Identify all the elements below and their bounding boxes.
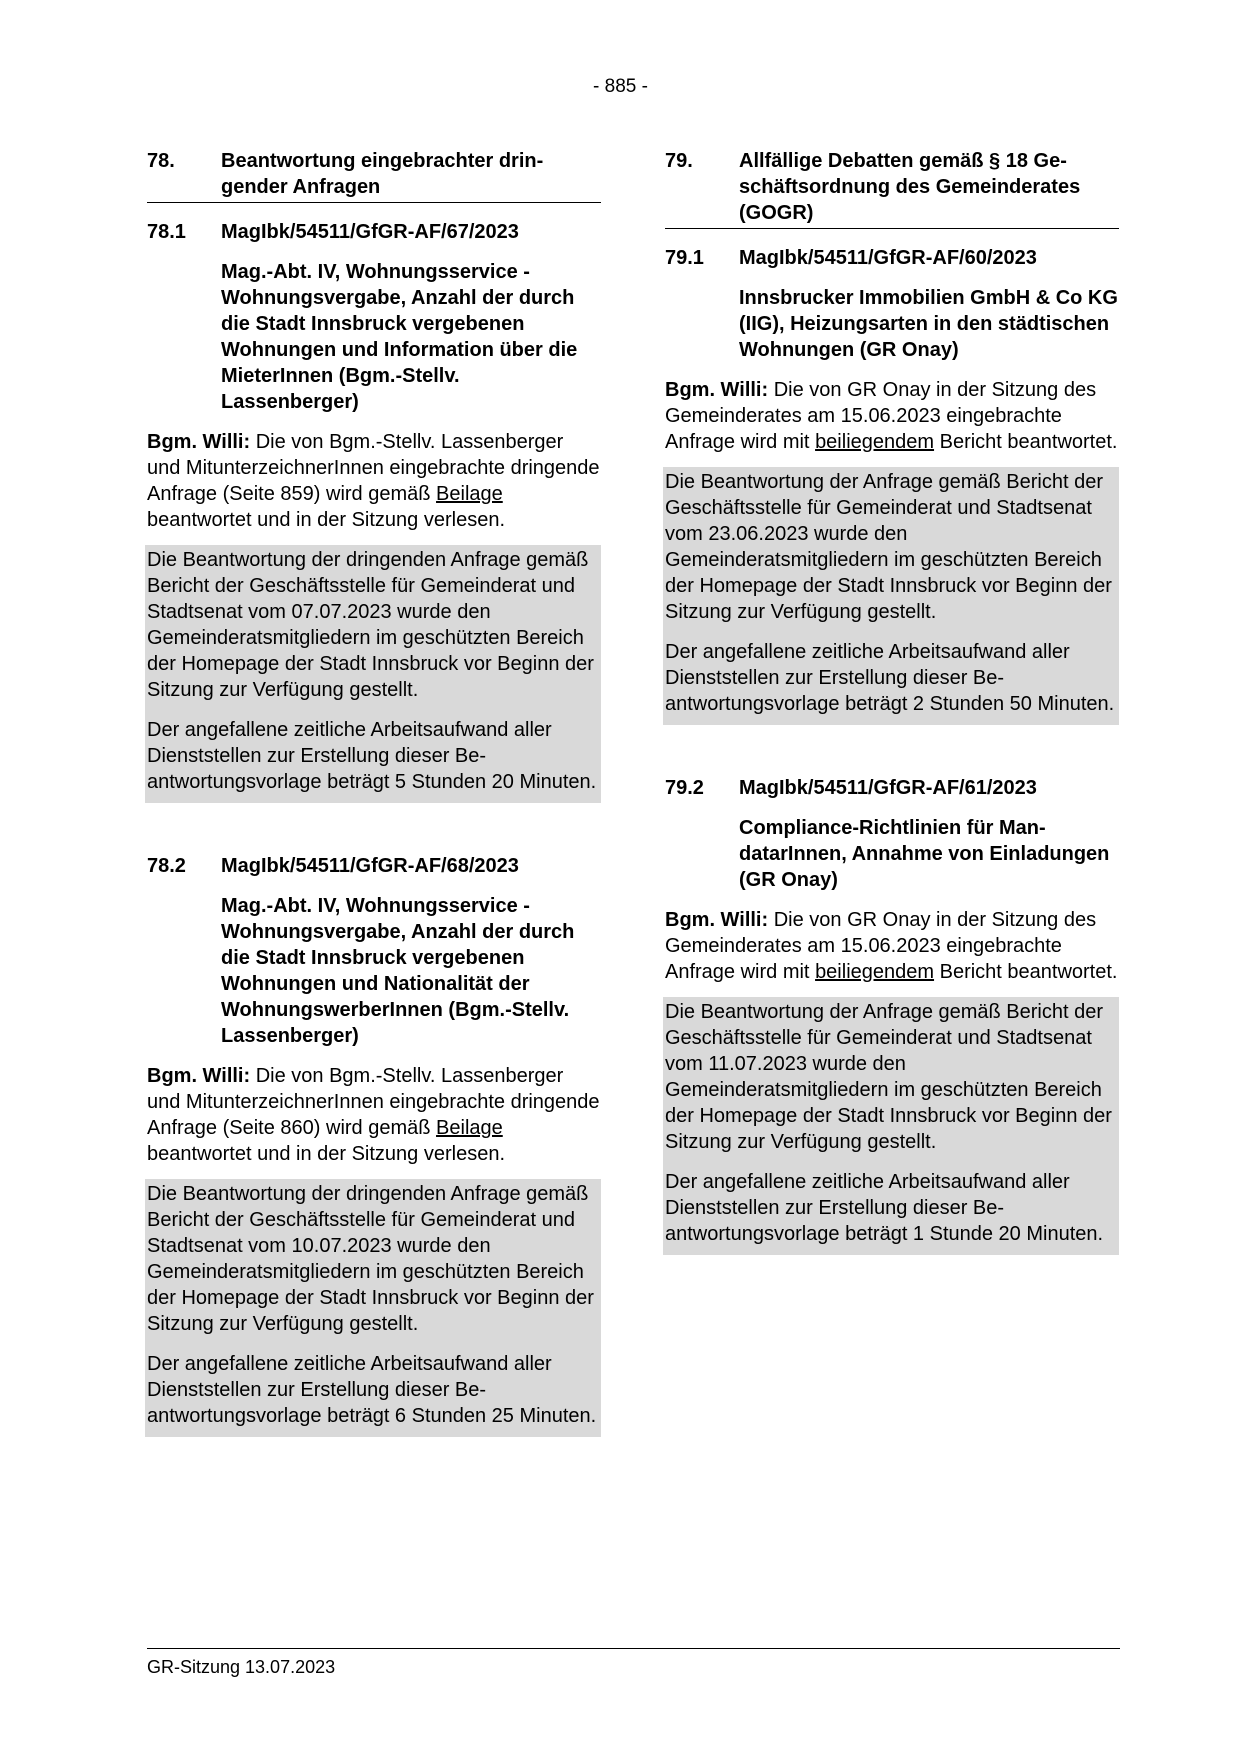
item-78-1 <box>147 219 601 803</box>
item-reference: MagIbk/54511/GfGR-AF/67/2023 <box>221 221 519 243</box>
item-title: Mag.-Abt. IV, Wohnungsservice - Wohnungsvergabe, Anzahl der durch die Stadt Innsbruck vergebenen Wohnungen und Information über die MieterInnen (Bgm.-Stellv. Lassenberger) <box>221 261 578 413</box>
item-ref-line <box>665 245 1119 271</box>
statement-text: Die von GR Onay in der Sitzung des Gemeinderates am 15.06.2023 eingebrachte Anfrage wird mit <box>665 379 1097 453</box>
beilage-link[interactable]: beiliegendem <box>815 961 935 983</box>
item-statement <box>147 1063 601 1167</box>
item-number: 79.2 <box>665 777 704 799</box>
beilage-link[interactable]: Beilage <box>436 483 503 505</box>
item-statement <box>665 377 1119 455</box>
section-number: 78. <box>147 150 175 172</box>
beilage-link[interactable]: Beilage <box>436 1117 503 1139</box>
item-ref-line <box>147 219 601 245</box>
item-statement <box>665 907 1119 985</box>
speaker: Bgm. Willi: <box>147 431 251 453</box>
section-heading-79 <box>665 148 1119 229</box>
statement-text-end: beantwortet und in der Sitzung verlesen. <box>147 509 505 531</box>
item-79-2 <box>665 775 1119 1255</box>
section-number: 79. <box>665 150 693 172</box>
page-number: - 885 - <box>593 76 648 97</box>
answer-text: Die Beantwortung der Anfrage gemäß Bericht der Geschäftsstelle für Gemeinderat und Stadtsenat vom 23.06.2023 wurde den Gemeinderatsmitgliedern im geschützten Bereich der Homepage der Stadt Innsbruck vor Beginn der Sitzung zur Verfügung gestellt. <box>665 471 1112 623</box>
statement-text: Die von Bgm.-Stellv. Lassenberger und MitunterzeichnerInnen eingebrachte dringende Anfrage (Seite 860) wird gemäß <box>147 1065 600 1139</box>
effort-text: Der angefallene zeitliche Arbeitsaufwand aller Dienststellen zur Erstellung dieser Beantwortungsvorlage beträgt 5 Stunden 20 Minuten. <box>147 719 597 793</box>
item-reference: MagIbk/54511/GfGR-AF/68/2023 <box>221 855 519 877</box>
item-number: 78.1 <box>147 221 186 243</box>
left-column <box>147 148 601 1437</box>
item-ref-line <box>665 775 1119 801</box>
answer-text: Die Beantwortung der dringenden Anfrage gemäß Bericht der Geschäftsstelle für Gemeinderat und Stadtsenat vom 10.07.2023 wurde den Gemeinderatsmitgliedern im geschützten Bereich der Homepage der Stadt Innsbruck vor Beginn der Sitzung zur Verfügung gestellt. <box>147 1183 594 1335</box>
item-ref-line <box>147 853 601 879</box>
effort-text: Der angefallene zeitliche Arbeitsaufwand aller Dienststellen zur Erstellung dieser Beantwortungsvorlage beträgt 6 Stunden 25 Minuten. <box>147 1353 597 1427</box>
answer-box <box>145 1179 601 1437</box>
answer-box <box>663 997 1119 1255</box>
item-number: 78.2 <box>147 855 186 877</box>
item-78-2 <box>147 853 601 1437</box>
item-reference: MagIbk/54511/GfGR-AF/61/2023 <box>739 777 1037 799</box>
answer-text: Die Beantwortung der Anfrage gemäß Bericht der Geschäftsstelle für Gemeinderat und Stadtsenat vom 11.07.2023 wurde den Gemeinderatsmitgliedern im geschützten Bereich der Homepage der Stadt Innsbruck vor Beginn der Sitzung zur Verfügung gestellt. <box>665 1001 1112 1153</box>
section-heading-78 <box>147 148 601 203</box>
item-statement <box>147 429 601 533</box>
right-column <box>665 148 1119 1255</box>
item-79-1 <box>665 245 1119 725</box>
statement-text: Die von Bgm.-Stellv. Lassenberger und MitunterzeichnerInnen eingebrachte dringende Anfrage (Seite 859) wird gemäß <box>147 431 600 505</box>
item-title: Compliance-Richtlinien für MandatarInnen, Annahme von Einladungen (GR Onay) <box>739 817 1110 891</box>
footer-divider <box>147 1648 1120 1649</box>
statement-text-end: Bericht beantwortet. <box>934 431 1118 453</box>
item-number: 79.1 <box>665 247 704 269</box>
item-reference: MagIbk/54511/GfGR-AF/60/2023 <box>739 247 1037 269</box>
footer-date: GR-Sitzung 13.07.2023 <box>147 1657 336 1677</box>
statement-text-end: Bericht beantwortet. <box>934 961 1118 983</box>
effort-text: Der angefallene zeitliche Arbeitsaufwand aller Dienststellen zur Erstellung dieser Beantwortungsvorlage beträgt 2 Stunden 50 Minuten. <box>665 641 1115 715</box>
section-title: Beantwortung eingebrachter dringender Anfragen <box>221 150 544 198</box>
answer-box <box>663 467 1119 725</box>
beilage-link[interactable]: beiliegendem <box>815 431 935 453</box>
speaker: Bgm. Willi: <box>147 1065 251 1087</box>
item-title: Innsbrucker Immobilien GmbH & Co KG (IIG), Heizungsarten in den städtischen Wohnungen (GR Onay) <box>739 287 1118 361</box>
statement-text: Die von GR Onay in der Sitzung des Gemeinderates am 15.06.2023 eingebrachte Anfrage wird mit <box>665 909 1097 983</box>
speaker: Bgm. Willi: <box>665 379 769 401</box>
speaker: Bgm. Willi: <box>665 909 769 931</box>
section-title: Allfällige Debatten gemäß § 18 Geschäftsordnung des Gemeinderates (GOGR) <box>739 150 1081 224</box>
answer-box <box>145 545 601 803</box>
effort-text: Der angefallene zeitliche Arbeitsaufwand aller Dienststellen zur Erstellung dieser Beantwortungsvorlage beträgt 1 Stunde 20 Minuten. <box>665 1171 1104 1245</box>
answer-text: Die Beantwortung der dringenden Anfrage gemäß Bericht der Geschäftsstelle für Gemeinderat und Stadtsenat vom 07.07.2023 wurde den Gemeinderatsmitgliedern im geschützten Bereich der Homepage der Stadt Innsbruck vor Beginn der Sitzung zur Verfügung gestellt. <box>147 549 594 701</box>
item-title: Mag.-Abt. IV, Wohnungsservice - Wohnungsvergabe, Anzahl der durch die Stadt Innsbruck vergebenen Wohnungen und Nationalität der WohnungswerberInnen (Bgm.-Stellv. Lassenberger) <box>221 895 575 1047</box>
statement-text-end: beantwortet und in der Sitzung verlesen. <box>147 1143 505 1165</box>
